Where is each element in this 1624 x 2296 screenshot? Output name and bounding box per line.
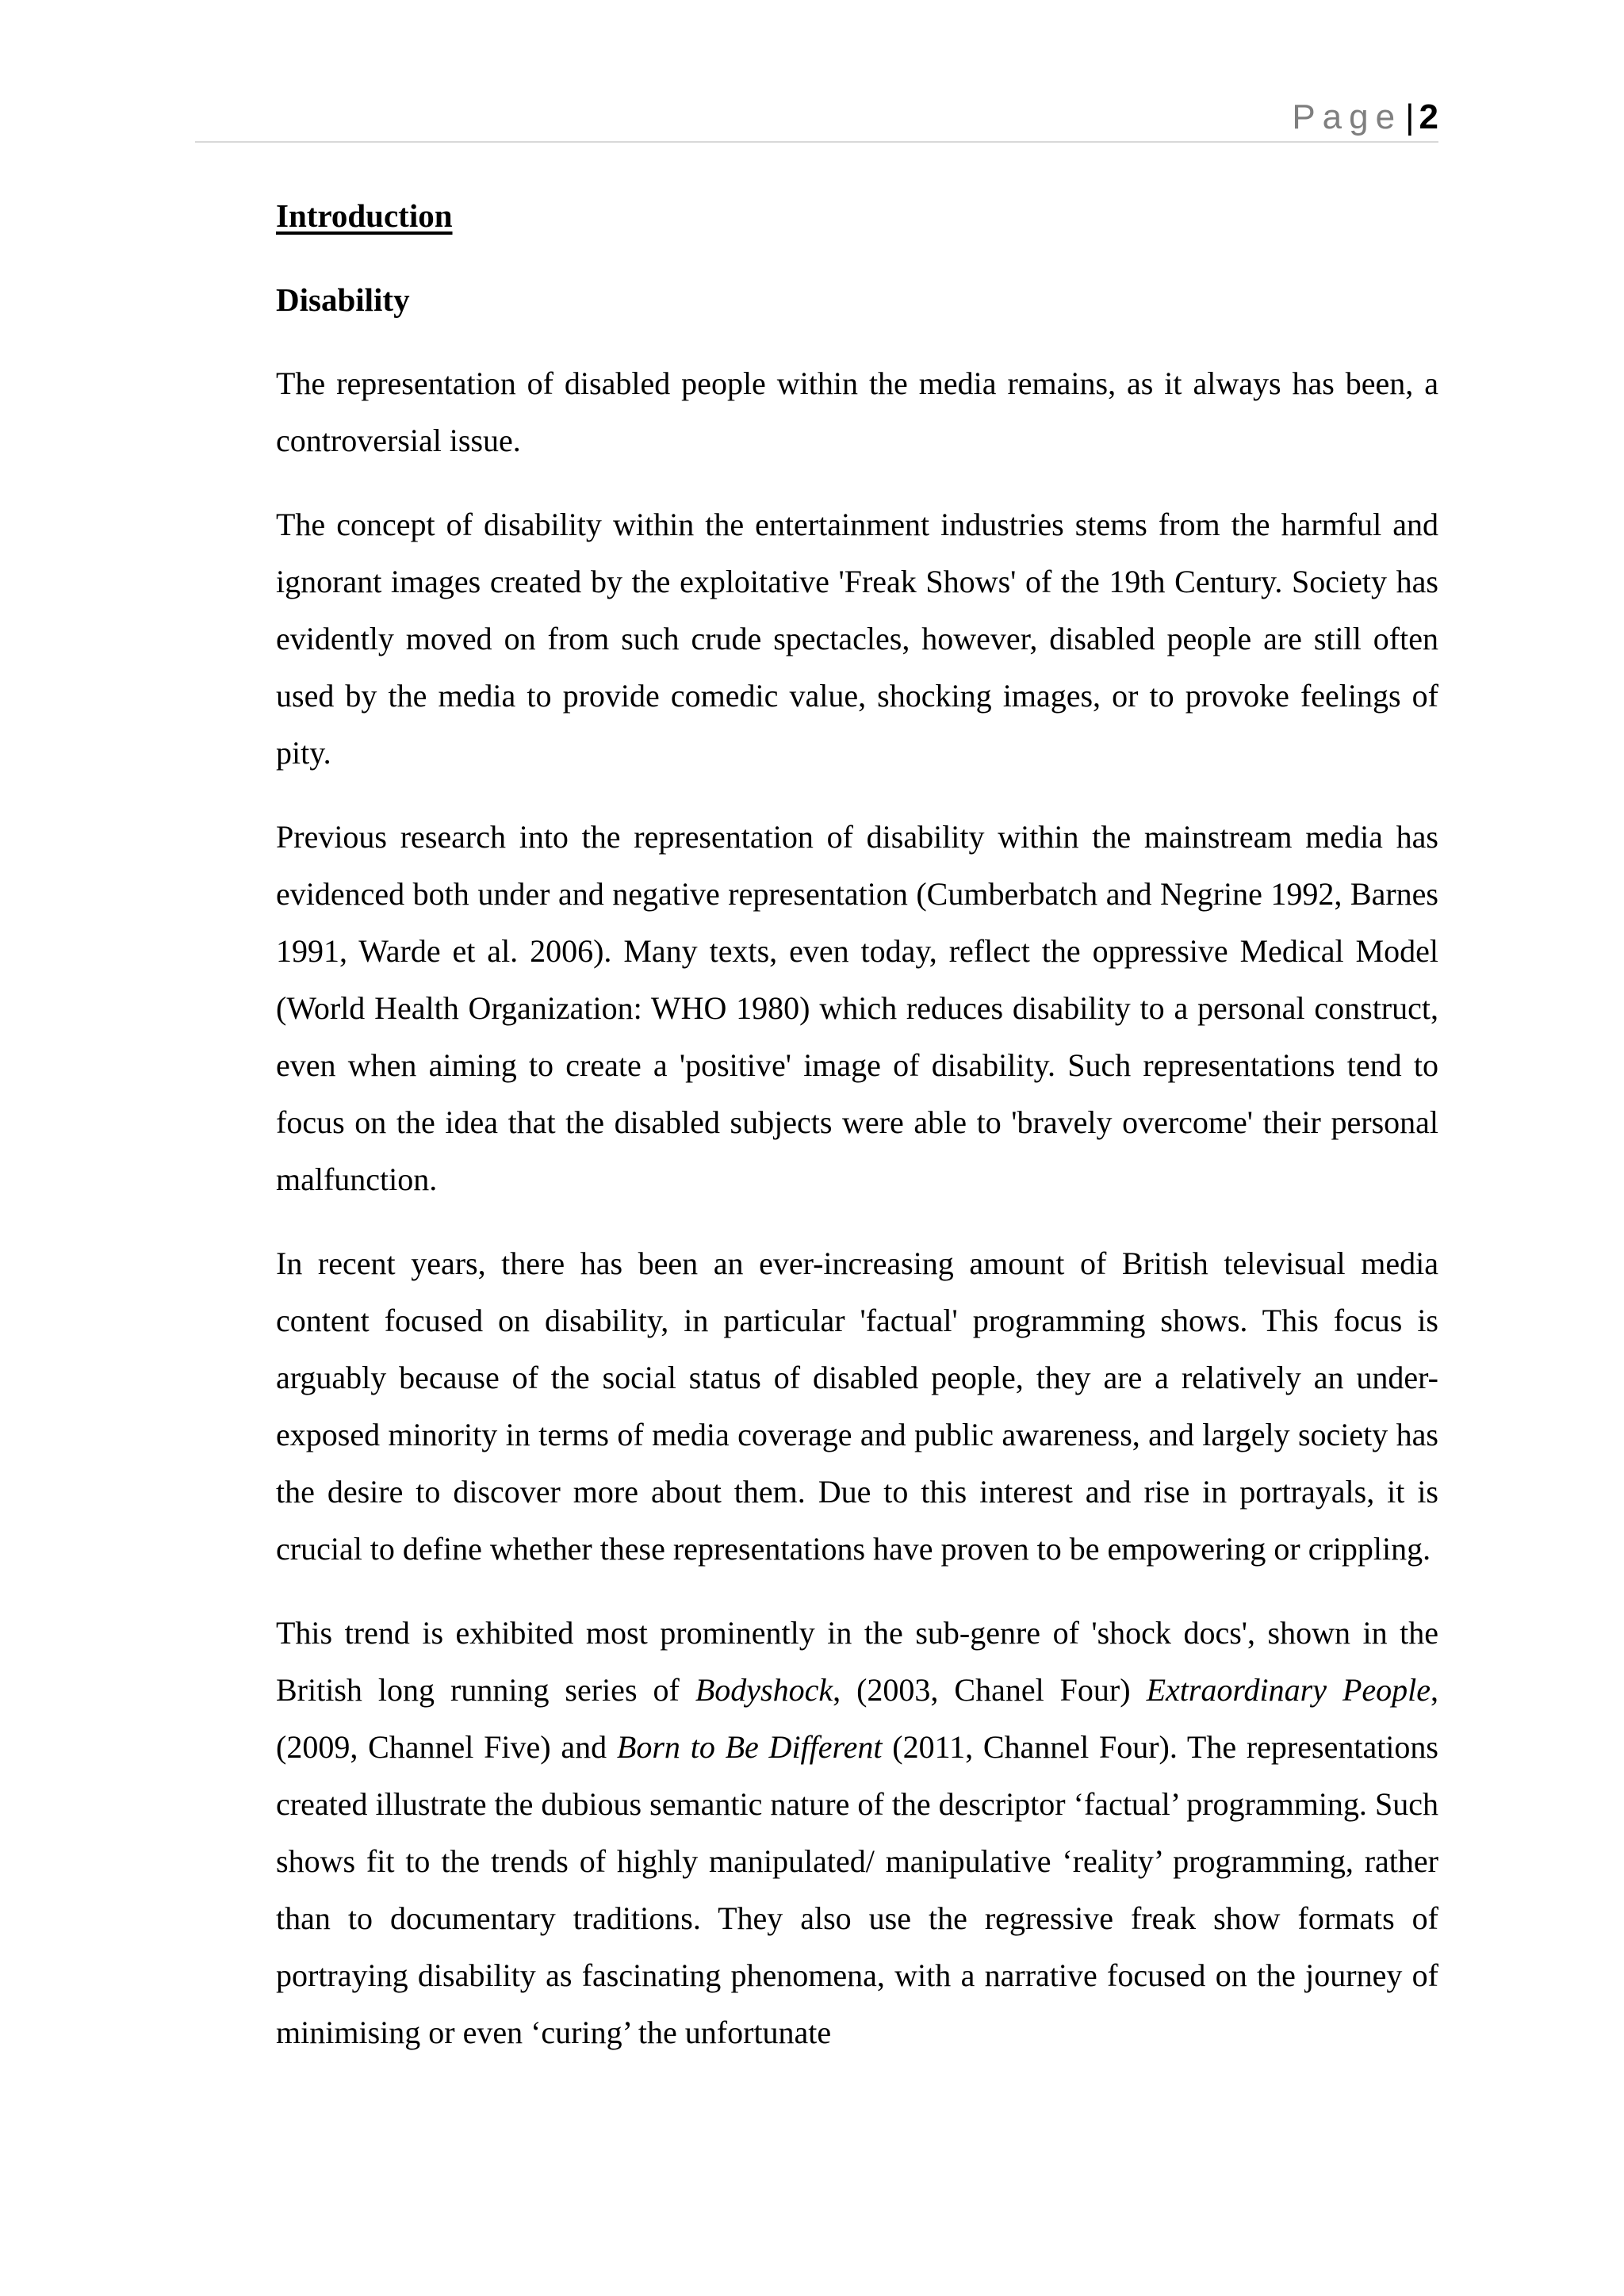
page-label: Page [1292, 98, 1403, 136]
paragraph-text: (2011, Channel Four). The representations created illustrate the dubious semantic nature of the descriptor ‘factual’ programming. Such shows fit to the trends of highly manipulated/ manipulative ‘reality’ programming, rather than to documentary traditions. They also use the regressive freak show formats of portraying disability as fascinating phenomena, with a narrative focused on the journey of minimising or even ‘curing’ the unfortunate [276, 1729, 1438, 2050]
page-number: 2 [1419, 98, 1438, 136]
paragraph-text: This trend is exhibited most prominently in the sub-genre of 'shock docs', shown in the British long running series of [276, 1615, 1438, 1708]
programme-title: Bodyshock [695, 1672, 833, 1708]
paragraph-text: , (2009, Channel Five) and [276, 1672, 1438, 1765]
body-paragraph: The representation of disabled people within the media remains, as it always has been, a controversial issue. [276, 365, 1438, 458]
page-separator: | [1405, 98, 1415, 136]
page-number-line [1292, 94, 1438, 141]
programme-title: Extraordinary People [1146, 1672, 1431, 1708]
subsection-heading: Disability [276, 281, 410, 318]
page-header [195, 94, 1438, 143]
paragraph-text: , (2003, Chanel Four) [833, 1672, 1147, 1708]
section-heading: Introduction [276, 197, 453, 234]
programme-title: Born to Be Different [616, 1729, 883, 1765]
body-paragraph: In recent years, there has been an ever-increasing amount of British televisual media content focused on disability, in particular 'factual' programming shows. This focus is arguably because of the social status of disabled people, they are a relatively an under-exposed minority in terms of media coverage and public awareness, and largely society has the desire to discover more about them. Due to this interest and rise in portrayals, it is crucial to define whether these representations have proven to be empowering or crippling. [276, 1246, 1438, 1567]
document-body [276, 187, 1438, 2061]
body-paragraph: The concept of disability within the entertainment industries stems from the harmful and ignorant images created by the exploitative 'Freak Shows' of the 19th Century. Society has evidently moved on from such crude spectacles, however, disabled people are still often used by the media to provide comedic value, shocking images, or to provoke feelings of pity. [276, 507, 1438, 771]
body-paragraph: Previous research into the representation of disability within the mainstream media has evidenced both under and negative representation (Cumberbatch and Negrine 1992, Barnes 1991, Warde et al. 2006). Many texts, even today, reflect the oppressive Medical Model (World Health Organization: WHO 1980) which reduces disability to a personal construct, even when aiming to create a 'positive' image of disability. Such representations tend to focus on the idea that the disabled subjects were able to 'bravely overcome' their personal malfunction. [276, 819, 1438, 1197]
body-paragraph-final [276, 1605, 1438, 2061]
